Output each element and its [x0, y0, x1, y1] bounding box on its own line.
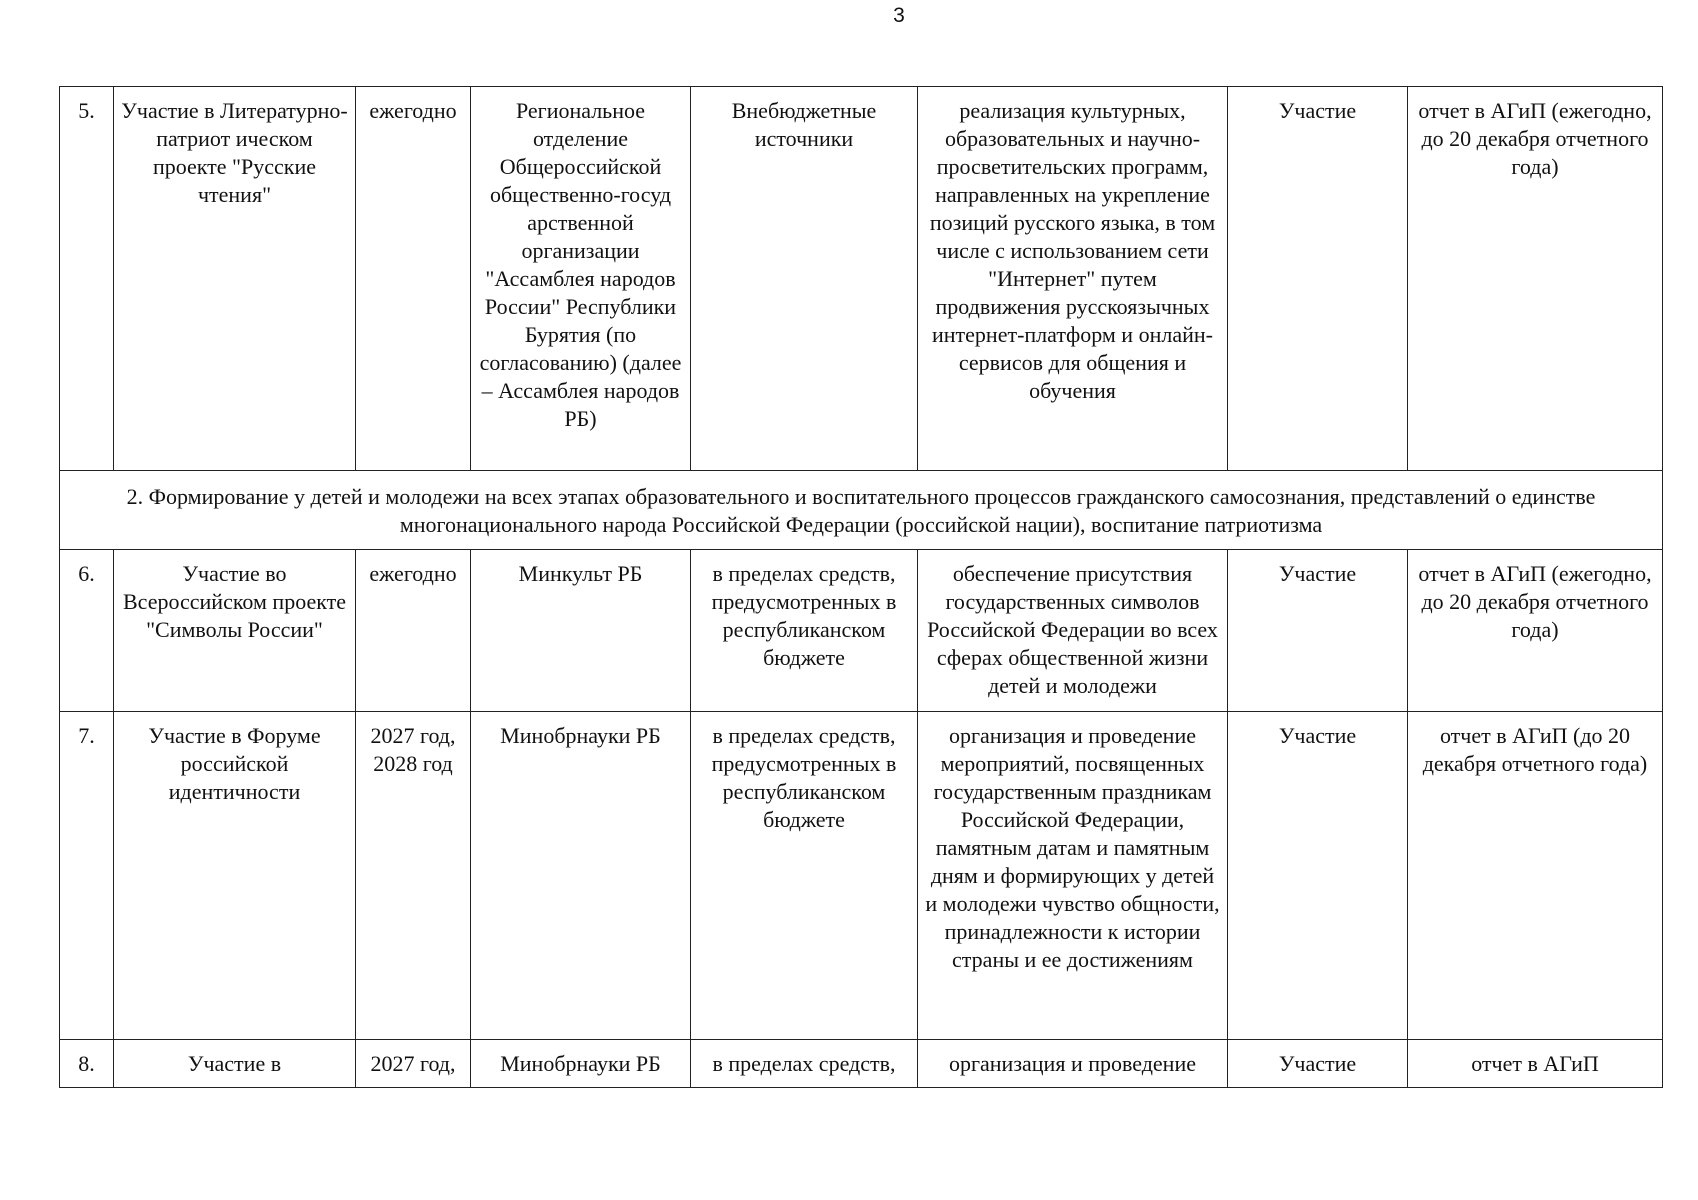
cell-indicator: Участие: [1228, 712, 1408, 1040]
cell-term: ежегодно: [356, 550, 471, 712]
cell-term: 2027 год, 2028 год: [356, 712, 471, 1040]
cell-indicator: Участие: [1228, 1040, 1408, 1088]
cell-goal: обеспечение присутствия государственных символов Российской Федерации во всех сферах общественной жизни детей и молодежи: [918, 550, 1228, 712]
cell-indicator: Участие: [1228, 87, 1408, 471]
cell-number: 8.: [60, 1040, 114, 1088]
cell-goal: организация и проведение мероприятий, посвященных государственным праздникам Российской Федерации, памятным датам и памятным дням и формирующих у детей и молодежи чувство общности, принадлежности к истории страны и ее достижениям: [918, 712, 1228, 1040]
cell-funding: Внебюджетные источники: [691, 87, 918, 471]
section-heading: 2. Формирование у детей и молодежи на всех этапах образовательного и воспитательного процессов гражданского самосознания, представлений о единстве многонационального народа Российской Федерации (российской нации), воспитание патриотизма: [60, 471, 1663, 550]
cell-indicator: Участие: [1228, 550, 1408, 712]
cell-event: Участие в Форуме российской идентичности: [114, 712, 356, 1040]
table-row: [60, 550, 1663, 712]
table-row: [60, 1040, 1663, 1088]
cell-funding: в пределах средств,: [691, 1040, 918, 1088]
cell-executor: Минобрнауки РБ: [471, 712, 691, 1040]
cell-term: ежегодно: [356, 87, 471, 471]
cell-report: отчет в АГиП (ежегодно, до 20 декабря отчетного года): [1408, 87, 1663, 471]
cell-report: отчет в АГиП (до 20 декабря отчетного года): [1408, 712, 1663, 1040]
cell-executor: Минкульт РБ: [471, 550, 691, 712]
table-row: [60, 87, 1663, 471]
cell-number: 5.: [60, 87, 114, 471]
cell-event: Участие во Всероссийском проекте "Символы России": [114, 550, 356, 712]
section-row: [60, 471, 1663, 550]
table-row: [60, 712, 1663, 1040]
cell-goal: организация и проведение: [918, 1040, 1228, 1088]
cell-executor: Минобрнауки РБ: [471, 1040, 691, 1088]
cell-report: отчет в АГиП: [1408, 1040, 1663, 1088]
page-number: 3: [893, 4, 905, 27]
cell-event: Участие в Литературно-патриот ическом проекте "Русские чтения": [114, 87, 356, 471]
measures-table: [59, 86, 1663, 1088]
cell-executor: Региональное отделение Общероссийской общественно-госуд арственной организации "Ассамблея народов России" Республики Бурятия (по согласованию) (далее – Ассамблея народов РБ): [471, 87, 691, 471]
cell-number: 7.: [60, 712, 114, 1040]
cell-funding: в пределах средств, предусмотренных в республиканском бюджете: [691, 712, 918, 1040]
cell-number: 6.: [60, 550, 114, 712]
cell-term: 2027 год,: [356, 1040, 471, 1088]
cell-report: отчет в АГиП (ежегодно, до 20 декабря отчетного года): [1408, 550, 1663, 712]
cell-funding: в пределах средств, предусмотренных в республиканском бюджете: [691, 550, 918, 712]
cell-goal: реализация культурных, образовательных и научно-просветительских программ, направленных на укрепление позиций русского языка, в том числе с использованием сети "Интернет" путем продвижения русскоязычных интернет-платформ и онлайн-сервисов для общения и обучения: [918, 87, 1228, 471]
cell-event: Участие в: [114, 1040, 356, 1088]
